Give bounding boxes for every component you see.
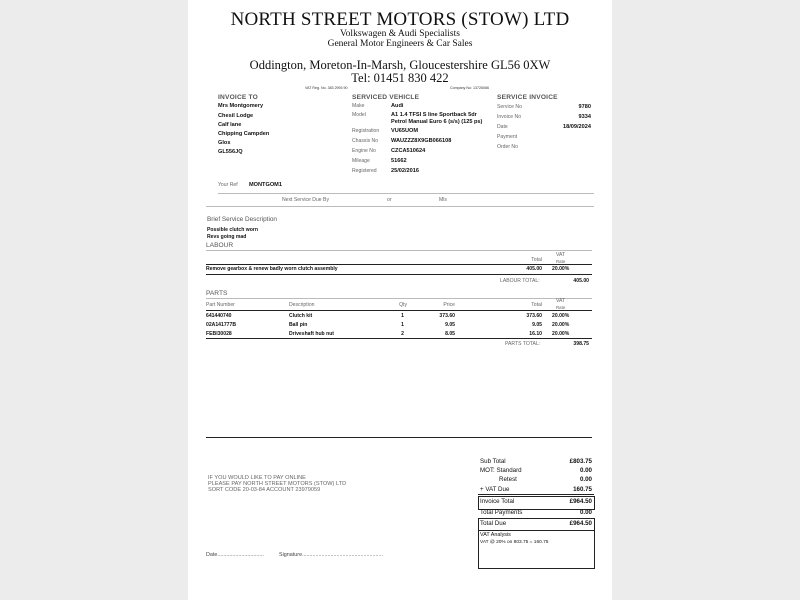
parts-row-part: 641440740 (206, 313, 232, 319)
parts-row-price: 373.60 (439, 313, 455, 319)
invoice-total-value: £964.50 (569, 498, 592, 505)
total-due-label: Total Due (480, 520, 507, 527)
brief-line: Possible clutch worn (207, 227, 258, 233)
parts-row-desc: Clutch kit (289, 313, 313, 319)
vat-analysis-line: VAT @ 20% on 803.75 = 160.75 (480, 540, 549, 545)
parts-total-value: 398.75 (573, 341, 589, 347)
parts-row-vat: 20.00% (552, 313, 570, 319)
address-line: GL556JQ (218, 149, 243, 155)
parts-col-total: Total (531, 302, 542, 308)
parts-col-part: Part Number (206, 302, 235, 308)
vehicle-label: Chassis No (352, 138, 379, 144)
address-line: Chipping Campden (218, 131, 270, 137)
parts-col-vat: VAT (556, 298, 566, 304)
table-rule (206, 274, 592, 275)
table-rule (206, 310, 592, 311)
company-tagline-1: Volkswagen & Audi Specialists (340, 29, 460, 39)
parts-row-price: 8.05 (445, 331, 455, 337)
parts-row-qty: 1 (401, 322, 404, 328)
parts-row-qty: 2 (401, 331, 404, 337)
parts-col-desc: Description (289, 302, 315, 308)
labour-total-label: LABOUR TOTAL: (500, 278, 540, 284)
parts-row-part: 02A141777B (206, 322, 237, 328)
parts-heading: PARTS (206, 290, 228, 297)
service-invoice-heading: SERVICE INVOICE (497, 94, 558, 101)
date-value: 18/09/2024 (563, 124, 591, 130)
parts-col-qty: Qty (399, 302, 407, 308)
brief-description-heading: Brief Service Description (207, 216, 277, 223)
brief-line: Revs going mad (207, 234, 247, 240)
vat-due-label: + VAT Due (480, 486, 510, 493)
next-service-label: Next Service Due By (282, 197, 329, 203)
next-service-mls: Mls (439, 197, 447, 203)
labour-row-total: 405.00 (526, 266, 542, 272)
vehicle-label: Model (352, 112, 366, 118)
divider (206, 298, 592, 299)
order-no-label: Order No (497, 144, 518, 150)
parts-total-label: PARTS TOTAL: (505, 341, 541, 347)
table-rule (206, 338, 592, 339)
company-name: NORTH STREET MOTORS (STOW) LTD (230, 9, 570, 30)
parts-row-total: 9.05 (532, 322, 542, 328)
vehicle-label: Registered (352, 168, 377, 174)
company-phone: Tel: 01451 830 422 (351, 71, 449, 85)
sub-total-value: £803.75 (569, 458, 592, 465)
vehicle-label: Registration (352, 128, 380, 134)
date-label: Date (497, 124, 508, 130)
address-line: Mrs Montgomery (218, 103, 264, 109)
parts-row-part: FEBI30028 (206, 331, 232, 337)
next-service-or: or (387, 197, 392, 203)
parts-row-qty: 1 (401, 313, 404, 319)
parts-col-price: Price (443, 302, 455, 308)
total-payments-label: Total Payments (480, 509, 523, 516)
sub-total-label: Sub Total (480, 458, 506, 465)
address-line: Calf lane (218, 122, 242, 128)
parts-col-rate: Rate (556, 305, 566, 310)
parts-row-desc: Ball pin (289, 322, 308, 328)
address-line: Chesil Lodge (218, 113, 254, 119)
service-no-value: 9780 (578, 104, 591, 110)
vat-due-value: 160.75 (573, 486, 592, 493)
labour-total-value: 405.00 (573, 278, 589, 284)
totals-rule (478, 494, 594, 495)
invoice-no-value: 9334 (578, 114, 591, 120)
serviced-vehicle-heading: SERVICED VEHICLE (352, 94, 420, 101)
vehicle-value: Audi (391, 103, 404, 109)
divider (206, 250, 592, 251)
payment-note-line: SORT CODE 20-03-84 ACCOUNT 23979059 (208, 487, 321, 493)
vehicle-value: VU65UOM (391, 128, 419, 134)
parts-row-total: 373.60 (526, 313, 542, 319)
invoice-to-heading: INVOICE TO (218, 94, 258, 101)
parts-row-total: 16.10 (529, 331, 542, 337)
invoice-paper (188, 0, 612, 600)
date-signature-line: Date............................... (206, 552, 264, 558)
retest-value: 0.00 (579, 476, 592, 483)
labour-heading: LABOUR (206, 242, 234, 249)
address-line: Glos (218, 140, 231, 146)
total-due-value: £964.50 (569, 520, 592, 527)
vehicle-value: WAUZZZ8X9GB066108 (391, 138, 452, 144)
signature-line: Signature...................................................... (279, 552, 383, 558)
vehicle-value: 25/02/2016 (391, 168, 419, 174)
divider (218, 193, 594, 194)
total-payments-value: 0.00 (579, 509, 592, 516)
parts-row-vat: 20.00% (552, 322, 570, 328)
labour-row-vat: 20.00% (552, 266, 570, 272)
company-address: Oddington, Moreton-In-Marsh, Gloucestershire GL56 0XW (249, 58, 551, 72)
labour-col-rate: Rate (556, 259, 566, 264)
vehicle-value: CZCA510624 (391, 148, 426, 154)
your-ref-label: Your Ref (218, 182, 238, 188)
vehicle-label: Mileage (352, 158, 370, 164)
company-tagline-2: General Motor Engineers & Car Sales (327, 39, 473, 49)
vehicle-label: Make (352, 103, 365, 109)
payment-label: Payment (497, 134, 518, 140)
vat-analysis-heading: VAT Analysis (480, 532, 511, 538)
company-number: Company No: 13726066 (450, 86, 489, 90)
vehicle-value: Petrol Manual Euro 6 (s/s) (125 ps) (391, 119, 483, 125)
service-no-label: Service No (497, 104, 522, 110)
divider (206, 206, 594, 207)
labour-col-total: Total (531, 257, 542, 263)
payment-note-line: IF YOU WOULD LIKE TO PAY ONLINE (208, 475, 306, 481)
vehicle-value: A1 1.4 TFSI S line Sportback 5dr (391, 112, 477, 118)
labour-col-vat: VAT (556, 252, 566, 258)
vat-reg: VAT Reg. No. 383 2993 90 (305, 86, 348, 90)
vehicle-value: 51662 (391, 158, 407, 164)
your-ref-value: MONTGOM1 (249, 182, 282, 188)
invoice-no-label: Invoice No (497, 114, 522, 120)
parts-row-price: 9.05 (445, 322, 455, 328)
payment-note-line: PLEASE PAY NORTH STREET MOTORS (STOW) LTD (208, 481, 347, 487)
parts-row-desc: Driveshaft hub nut (289, 331, 334, 337)
table-rule (206, 264, 592, 265)
section-rule (206, 437, 592, 438)
labour-row-description: Remove gearbox & renew badly worn clutch assembly (206, 266, 338, 272)
vehicle-label: Engine No (352, 148, 376, 154)
retest-label: Retest (499, 476, 517, 483)
invoice-total-label: Invoice Total (480, 498, 515, 505)
mot-standard-value: 0.00 (579, 467, 592, 474)
mot-standard-label: MOT: Standard (480, 467, 522, 474)
parts-row-vat: 20.00% (552, 331, 570, 337)
